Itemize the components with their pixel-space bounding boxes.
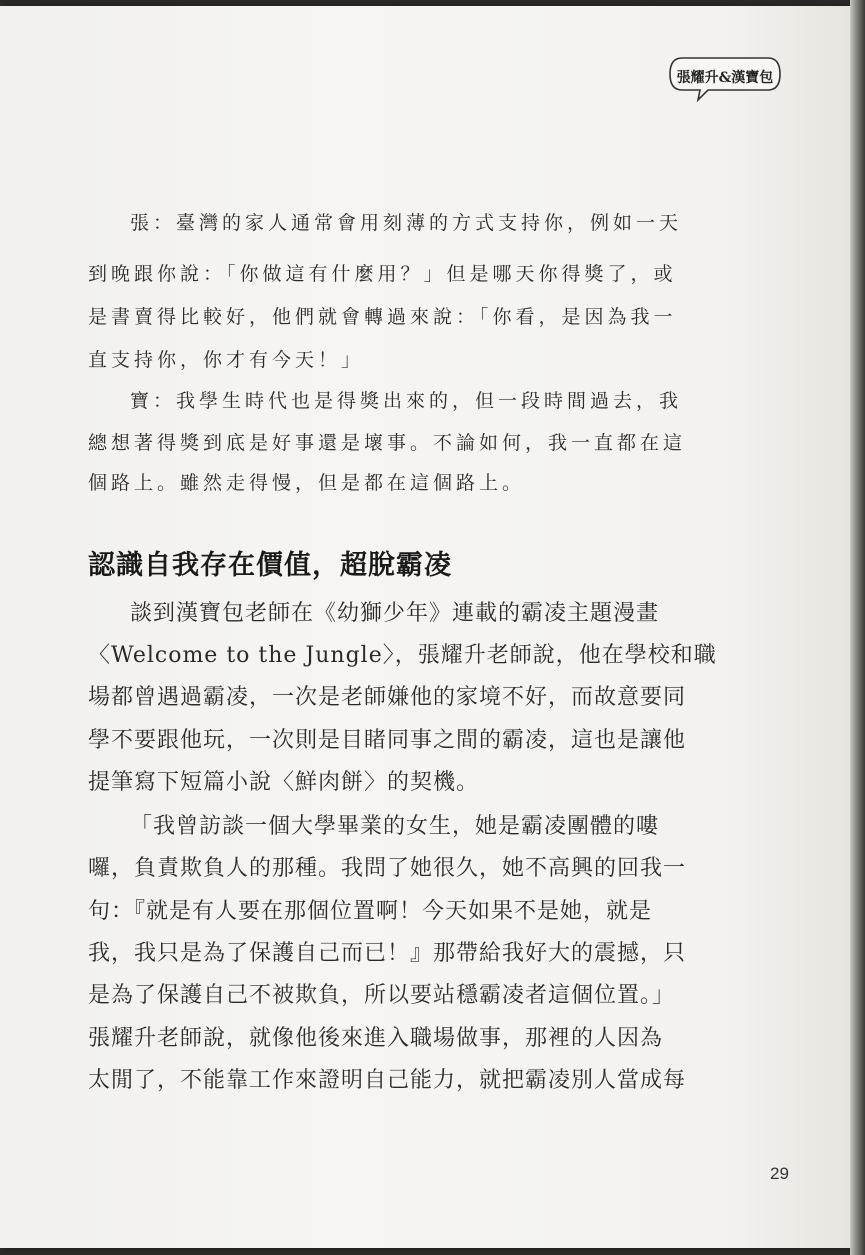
- text-line: 總想著得獎到底是好事還是壞事。不論如何，我一直都在這: [88, 432, 687, 454]
- text-line: 個路上。雖然走得慢，但是都在這個路上。: [88, 472, 526, 494]
- text-line: 談到漢寶包老師在《幼獅少年》連載的霸凌主題漫畫: [130, 601, 660, 626]
- scan-edge: [850, 0, 865, 1255]
- text-line: 直支持你，你才有今天！」: [88, 349, 365, 371]
- text-line: 是為了保護自己不被欺負，所以要站穩霸凌者這個位置。」: [88, 983, 676, 1008]
- speech-bubble-header: [668, 54, 782, 100]
- page-number: 29: [770, 1164, 789, 1183]
- text-line: 〈Welcome to the Jungle〉，張耀升老師說，他在學校和職: [88, 643, 717, 668]
- text-line: 寶：我學生時代也是得獎出來的，但一段時間過去，我: [130, 390, 683, 412]
- text-line: 是書賣得比較好，他們就會轉過來說：「你看，是因為我一: [88, 306, 677, 328]
- text-line: 張耀升老師說，就像他後來進入職場做事，那裡的人因為: [88, 1026, 664, 1051]
- text-line: 句：『就是有人要在那個位置啊！今天如果不是她，就是: [88, 899, 653, 924]
- text-line: 張：臺灣的家人通常會用刻薄的方式支持你，例如一天: [130, 212, 683, 234]
- text-line: 「我曾訪談一個大學畢業的女生，她是霸凌團體的嘍: [130, 814, 660, 839]
- section-heading: 認識自我存在價值，超脫霸凌: [88, 550, 452, 581]
- text-line: 到晚跟你說：「你做這有什麼用？」但是哪天你得獎了，或: [88, 263, 677, 285]
- text-line: 提筆寫下短篇小說〈鮮肉餅〉的契機。: [88, 770, 480, 795]
- text-line: 囉，負責欺負人的那種。我問了她很久，她不高興的回我一: [88, 856, 687, 881]
- bubble-label: 張耀升&漢寶包: [676, 70, 774, 86]
- text-line: 場都曾遇過霸凌，一次是老師嫌他的家境不好，而故意要同: [88, 685, 687, 710]
- book-page: [0, 6, 850, 1248]
- text-line: 太閒了，不能靠工作來證明自己能力，就把霸凌別人當成每: [88, 1068, 687, 1093]
- text-line: 我，我只是為了保護自己而已！』那帶給我好大的震撼，只: [88, 941, 687, 966]
- text-line: 學不要跟他玩，一次則是目睹同事之間的霸凌，這也是讓他: [88, 728, 687, 753]
